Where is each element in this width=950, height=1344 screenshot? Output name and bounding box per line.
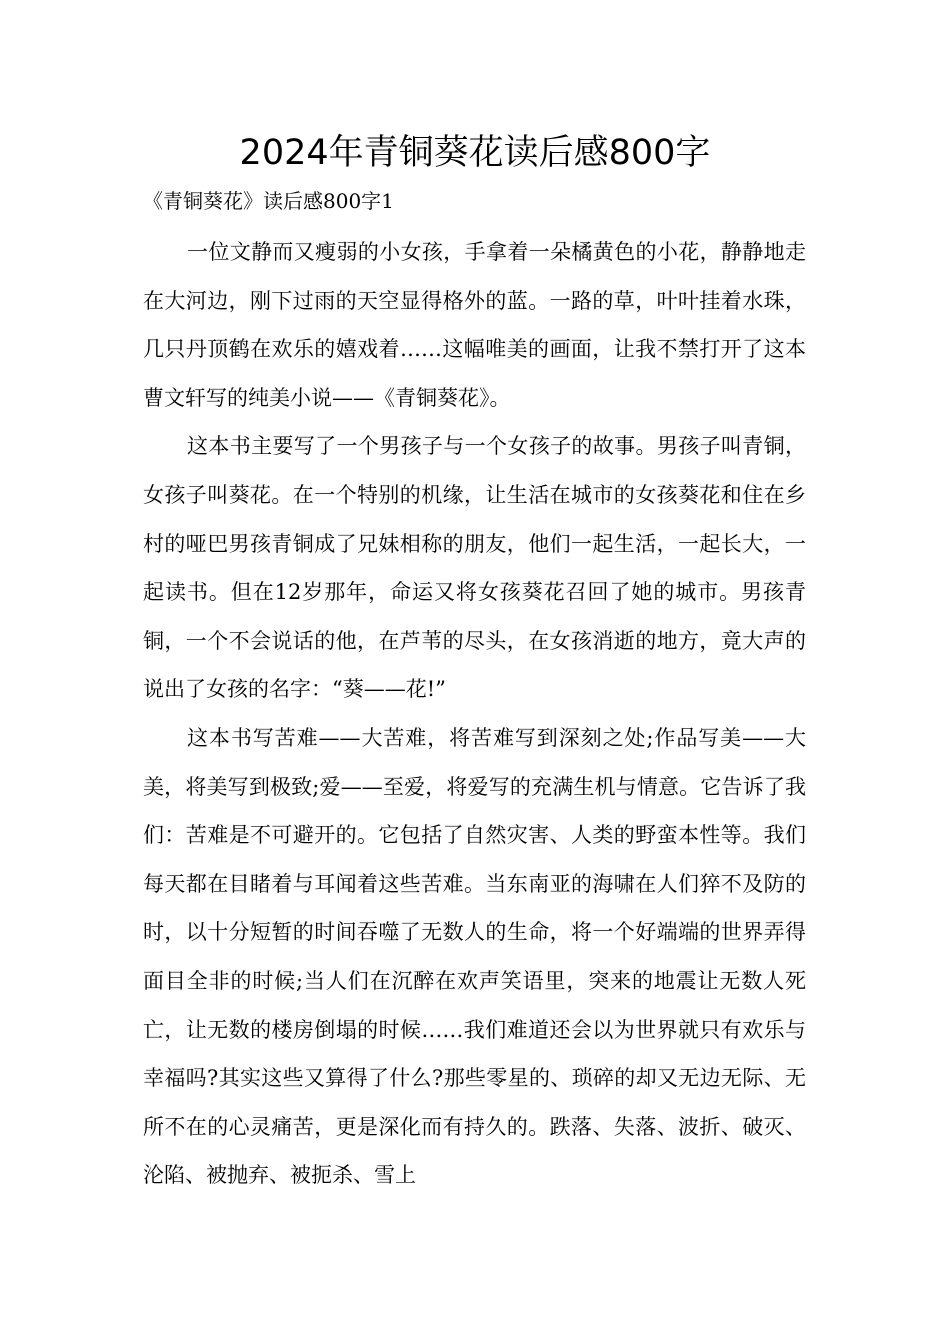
paragraph-2: 这本书主要写了一个男孩子与一个女孩子的故事。男孩子叫青铜，女孩子叫葵花。在一个特别的机缘，让生活在城市的女孩葵花和住在乡村的哑巴男孩青铜成了兄妹相称的朋友，他们一起生活，一起长大，一起读书。但在12岁那年，命运又将女孩葵花召回了她的城市。男孩青铜，一个不会说话的他，在芦苇的尽头，在女孩消逝的地方，竟大声的说出了女孩的名字：“葵——花!” (143, 434, 806, 702)
paragraph-3: 这本书写苦难——大苦难，将苦难写到深刻之处;作品写美——大美，将美写到极致;爱——至爱，将爱写的充满生机与情意。它告诉了我们：苦难是不可避开的。它包括了自然灾害、人类的野蛮本性等。我们每天都在目睹着与耳闻着这些苦难。当东南亚的海啸在人们猝不及防的时，以十分短暂的时间吞噬了无数人的生命，将一个好端端的世界弄得面目全非的时候;当人们在沉醉在欢声笑语里，突来的地震让无数人死亡，让无数的楼房倒塌的时候……我们难道还会以为世界就只有欢乐与幸福吗?其实这些又算得了什么?那些零星的、琐碎的却又无边无际、无所不在的心灵痛苦，更是深化而有持久的。跌落、失落、波折、破灭、沦陷、被抛弃、被扼杀、雪上 (143, 725, 806, 1188)
section-subtitle: 《青铜葵花》读后感800字1 (143, 189, 394, 213)
document-body (143, 228, 806, 1200)
paragraph-1: 一位文静而又瘦弱的小女孩，手拿着一朵橘黄色的小花，静静地走在大河边，刚下过雨的天空显得格外的蓝。一路的草，叶叶挂着水珠，几只丹顶鹤在欢乐的嬉戏着……这幅唯美的画面，让我不禁打开了这本曹文轩写的纯美小说——《青铜葵花》。 (143, 240, 806, 410)
document-title: 2024年青铜葵花读后感800字 (239, 133, 711, 173)
